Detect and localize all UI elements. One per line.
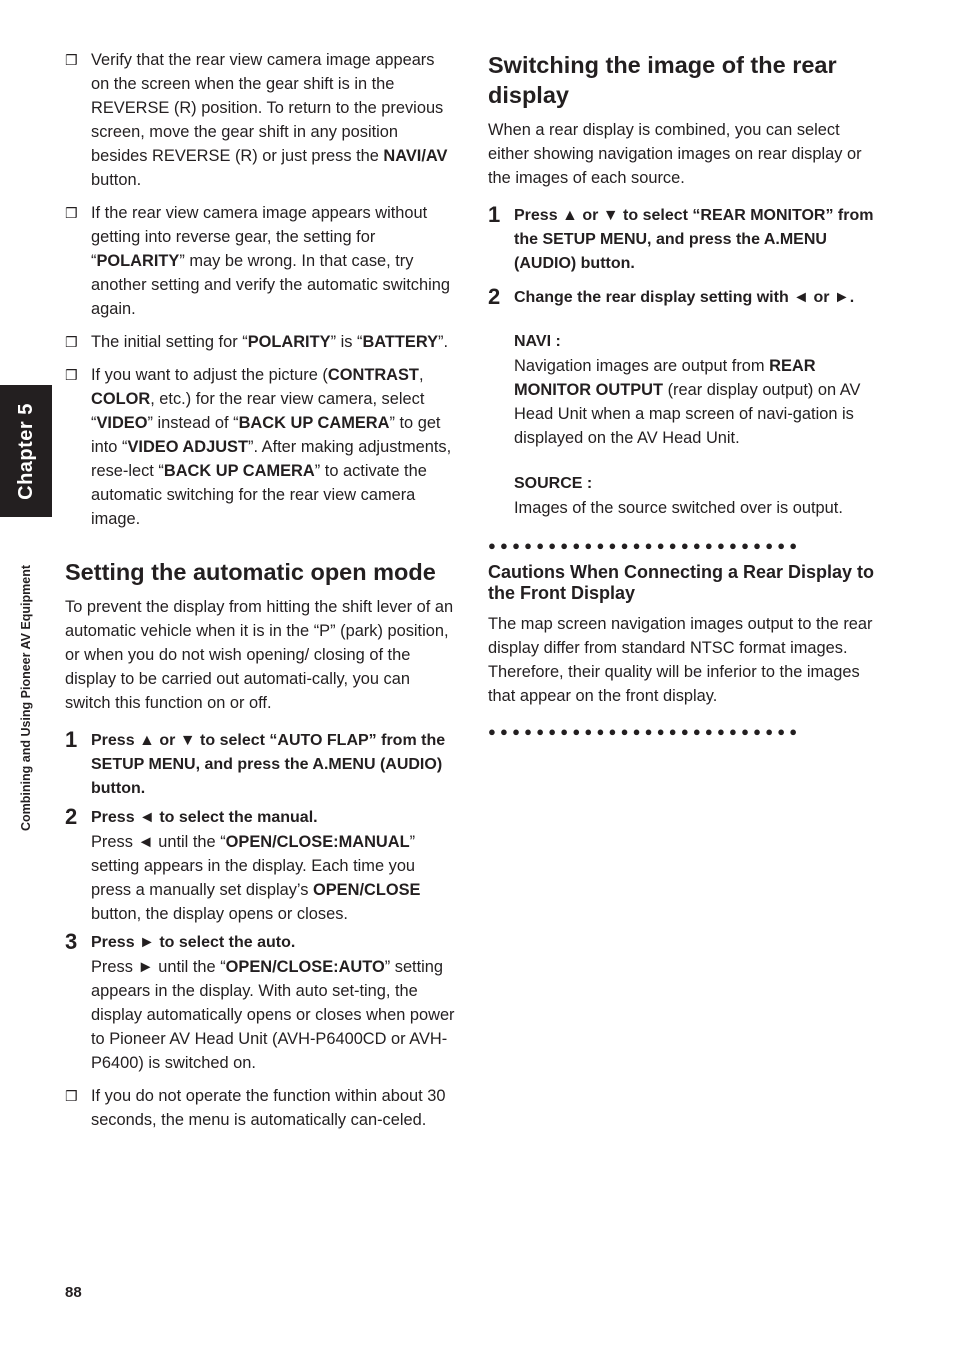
bullet-text: If you do not operate the function within about 30 seconds, the menu is automatically can-celed. — [91, 1087, 446, 1129]
step-item — [65, 931, 457, 1075]
bullet-text: Verify that the rear view camera image appears on the screen when the gear shift is in the REVERSE (R) position. To return to the previous screen, move the gear shift in any position besides REVERSE (R) or just press the NAVI/AV button. — [91, 51, 448, 189]
step-title: Press ► to select the auto. — [91, 934, 296, 951]
option-label: NAVI : — [514, 333, 561, 350]
dotted-divider: ●●●●●●●●●●●●●●●●●●●●●●●●●● — [488, 538, 802, 553]
step-title: Press ▲ or ▼ to select “REAR MONITOR” from the SETUP MENU, and press the A.MENU (AUDIO) button. — [514, 207, 874, 272]
left-column — [65, 48, 457, 1141]
step-title: Press ◄ to select the manual. — [91, 809, 318, 826]
step-text: Press ◄ until the “OPEN/CLOSE:MANUAL” setting appears in the display. Each time you press a manually set display’s OPEN/CLOSE button, the display opens or closes. — [91, 833, 421, 923]
section-title-rear-display: Switching the image of the rear display — [488, 52, 837, 108]
option-label: SOURCE : — [514, 475, 593, 492]
checkbox-bullet-icon: ❒ — [65, 334, 78, 350]
step-number: 3 — [65, 929, 78, 954]
bullet-text: If the rear view camera image appears without getting into reverse gear, the setting for “POLARITY” may be wrong. In that case, try another setting and verify the automatic switching again. — [91, 204, 450, 318]
bullet-item — [65, 330, 457, 354]
step-title: Press ▲ or ▼ to select “AUTO FLAP” from the SETUP MENU, and press the A.MENU (AUDIO) button. — [91, 732, 446, 797]
checkbox-bullet-icon: ❒ — [65, 367, 78, 383]
step-item — [65, 806, 457, 926]
step-number: 2 — [65, 804, 78, 829]
option-text: Images of the source switched over is output. — [514, 499, 843, 517]
checkbox-bullet-icon: ❒ — [65, 52, 78, 68]
right-column — [488, 48, 880, 740]
section-intro: When a rear display is combined, you can select either showing navigation images on rear display or the images of each source. — [488, 121, 862, 187]
step-item — [488, 204, 880, 276]
step-item — [488, 286, 880, 310]
step-title: Change the rear display setting with ◄ or ►. — [514, 289, 855, 306]
section-title-auto-open: Setting the automatic open mode — [65, 559, 436, 585]
cautions-title: Cautions When Connecting a Rear Display to the Front Display — [488, 562, 875, 603]
bullet-item — [65, 363, 457, 531]
bullet-text: If you want to adjust the picture (CONTRAST, COLOR, etc.) for the rear view camera, select “VIDEO” instead of “BACK UP CAMERA” to get into “VIDEO ADJUST”. After making adjustments, rese-lect “BACK UP CAMERA” to activate the automatic switching for the rear view camera image. — [91, 366, 452, 528]
checkbox-bullet-icon: ❒ — [65, 1088, 78, 1104]
options-list — [488, 330, 880, 520]
chapter-tab-label: Chapter 5 — [14, 402, 37, 500]
option-text: Navigation images are output from REAR MONITOR OUTPUT (rear display output) on AV Head Unit when a map screen of navi-gation is displayed on the AV Head Unit. — [514, 357, 861, 447]
bullet-item — [65, 1084, 457, 1132]
step-number: 1 — [65, 727, 78, 752]
step-text: Press ► until the “OPEN/CLOSE:AUTO” setting appears in the display. With auto set-ting, the display automatically opens or closes when power to Pioneer AV Head Unit (AVH-P6400CD or AVH-P6400) is switched on. — [91, 958, 455, 1072]
cautions-text: The map screen navigation images output to the rear display differ from standard NTSC format images. Therefore, their quality will be inferior to the images that appear on the front display. — [488, 615, 873, 705]
checkbox-bullet-icon: ❒ — [65, 205, 78, 221]
dotted-divider: ●●●●●●●●●●●●●●●●●●●●●●●●●● — [488, 724, 802, 739]
bullet-item — [65, 201, 457, 321]
step-number: 1 — [488, 202, 501, 227]
bullet-item — [65, 48, 457, 192]
step-item — [65, 729, 457, 801]
page-number: 88 — [65, 1284, 82, 1301]
section-intro: To prevent the display from hitting the shift lever of an automatic vehicle when it is in the “P” (park) position, or when you do not wish opening/ closing of the display to be carried out automati-cally, you can switch this function on or off. — [65, 598, 454, 712]
step-number: 2 — [488, 284, 501, 309]
bullet-text: The initial setting for “POLARITY” is “BATTERY”. — [91, 333, 449, 351]
